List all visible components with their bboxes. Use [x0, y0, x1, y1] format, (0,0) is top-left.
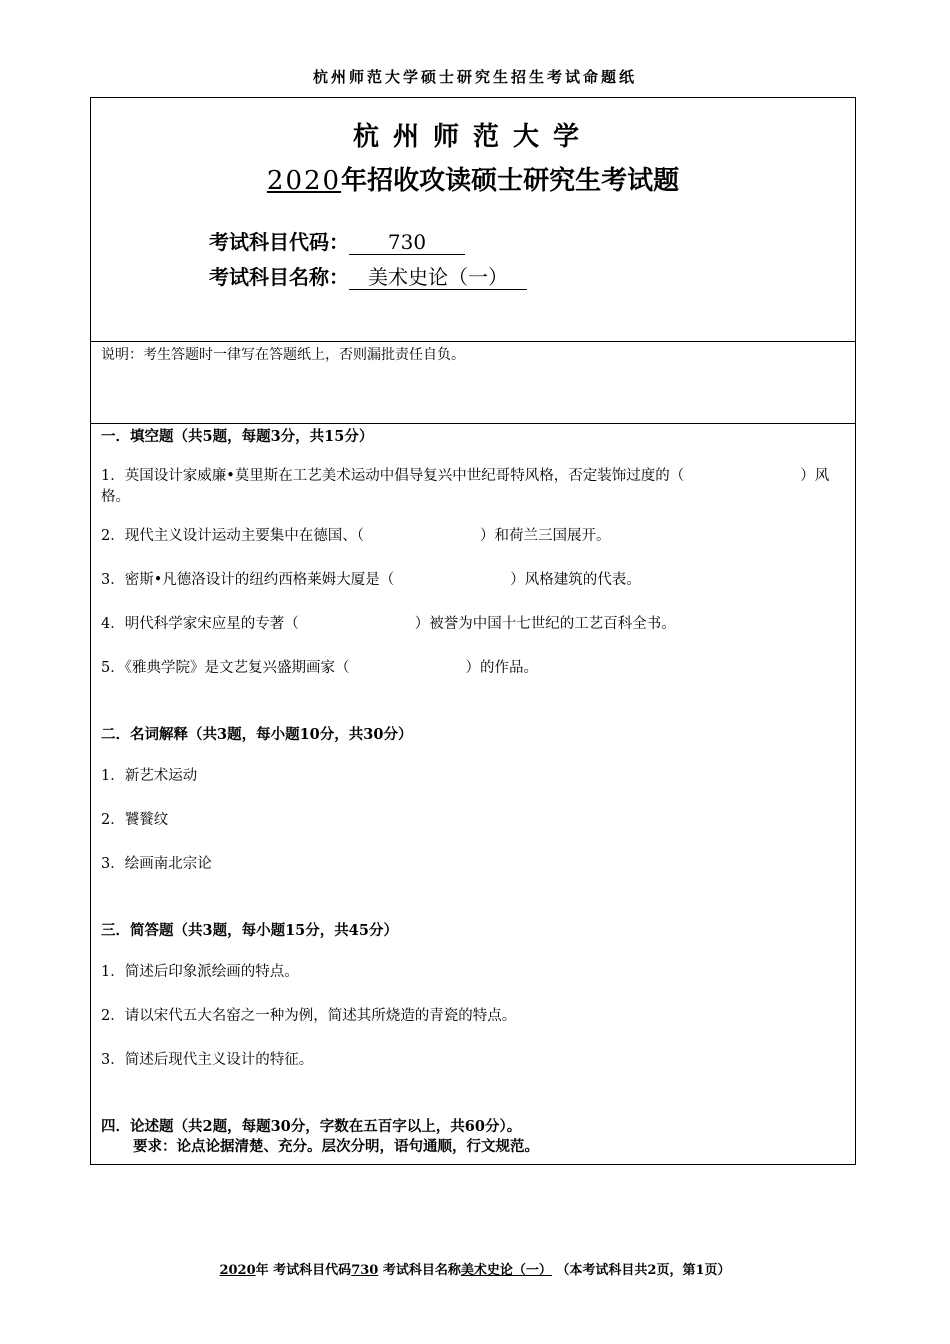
- question-item: 2．饕餮纹: [101, 812, 169, 828]
- question-item: 4．明代科学家宋应星的专著（ ）被誉为中国十七世纪的工艺百科全书。: [101, 616, 676, 632]
- footer-year: 2020: [219, 1263, 256, 1278]
- section-heading-essay: 四．论述题（共2题，每题30分，字数在五百字以上，共60分）。: [101, 1118, 522, 1135]
- section-heading-fill-blank: 一．填空题（共5题，每题3分，共15分）: [101, 428, 374, 445]
- footer-code: 730: [351, 1263, 379, 1278]
- section-heading-terms: 二．名词解释（共3题，每小题10分，共30分）: [101, 726, 413, 743]
- subject-name-value: 美术史论（一）: [349, 265, 527, 290]
- question-item: 1．简述后印象派绘画的特点。: [101, 964, 299, 980]
- subject-name-row: [209, 261, 527, 290]
- question-item: 3．绘画南北宗论: [101, 856, 212, 872]
- subject-code-value: 730: [349, 230, 465, 255]
- divider: [91, 423, 855, 424]
- divider: [91, 341, 855, 342]
- footer-subject-name: 美术史论（一）: [460, 1263, 552, 1278]
- footer-page-info: （本考试科目共2页，第1页）: [556, 1263, 731, 1278]
- subject-code-label: 考试科目代码：: [209, 230, 349, 254]
- question-item: 5．《雅典学院》是文艺复兴盛期画家（ ）的作品。: [101, 660, 538, 676]
- question-item: 1．新艺术运动: [101, 768, 198, 784]
- footer-text: 年 考试科目代码: [255, 1263, 352, 1278]
- question-item: 3．密斯•凡德洛设计的纽约西格莱姆大厦是（ ）风格建筑的代表。: [101, 572, 641, 588]
- page-footer: [0, 1259, 950, 1278]
- subject-name-label: 考试科目名称：: [209, 265, 349, 289]
- page-header-title: 杭州师范大学硕士研究生招生考试命题纸: [312, 68, 637, 86]
- footer-text: 考试科目名称: [382, 1263, 461, 1278]
- question-item: 1．英国设计家威廉•莫里斯在工艺美术运动中倡导复兴中世纪哥特风格，否定装饰过度的（ ）风格。: [101, 468, 830, 505]
- question-item: 2．现代主义设计运动主要集中在德国、（ ）和荷兰三国展开。: [101, 528, 611, 544]
- subject-code-row: [209, 226, 465, 255]
- exam-title: [91, 160, 855, 197]
- exam-year: 2020: [266, 166, 342, 196]
- exam-title-text: 年招收攻读硕士研究生考试题: [341, 166, 680, 196]
- exam-frame: [90, 97, 856, 1165]
- section-heading-short-answer: 三．简答题（共3题，每小题15分，共45分）: [101, 922, 398, 939]
- question-item: 2．请以宋代五大名窑之一种为例，简述其所烧造的青瓷的特点。: [101, 1008, 517, 1024]
- essay-requirement: 要求：论点论据清楚、充分。层次分明，语句通顺，行文规范。: [133, 1138, 539, 1155]
- school-name: 杭州师范大学: [352, 122, 593, 152]
- instructions-note: 说明：考生答题时一律写在答题纸上，否则漏批责任自负。: [101, 347, 465, 363]
- question-item: 3．简述后现代主义设计的特征。: [101, 1052, 314, 1068]
